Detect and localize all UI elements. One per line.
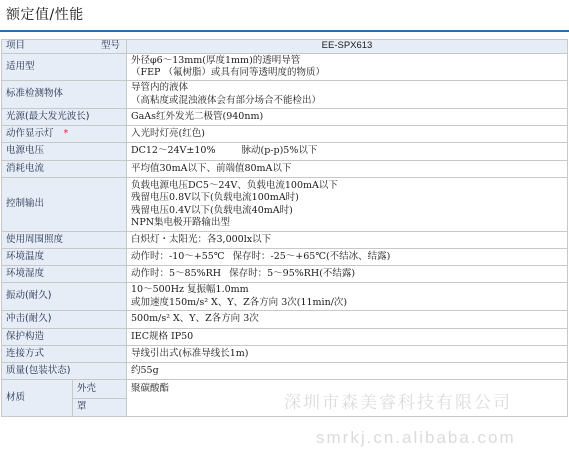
row-label: 使用周围照度 (2, 232, 127, 249)
page-title: 额定值/性能 (6, 7, 84, 23)
table-header-row (2, 40, 568, 54)
value-line: NPN集电极开路输出型 (131, 217, 231, 228)
value-part: 保存时：-25～+65℃(不结冰、结露) (232, 250, 391, 262)
table-row (2, 249, 568, 266)
value-line: 导管内的液体 (131, 82, 189, 93)
header-model: EE-SPX613 (127, 40, 568, 54)
row-label: 环境温度 (2, 249, 127, 266)
row-value: GaAs红外发光二极管(940nm) (127, 109, 568, 126)
row-label: 连接方式 (2, 346, 127, 363)
row-value: 导线引出式(标准导线长1m) (127, 346, 568, 363)
row-value: IEC规格 IP50 (127, 329, 568, 346)
material-sub-housing: 外壳 (73, 380, 126, 399)
row-value (127, 54, 568, 81)
table-row (2, 266, 568, 283)
row-label: 保护构造 (2, 329, 127, 346)
row-value (127, 249, 568, 266)
value-line: 负载电源电压DC5～24V、负载电流100mA以下 (131, 179, 338, 191)
value-part: DC12～24V±10% (131, 145, 216, 157)
row-value: 500m/s² X、Y、Z各方向 3次 (127, 311, 568, 329)
note-star-icon: * (63, 127, 69, 139)
value-line: 残留电压0.8V以下(负载电流100mA时) (131, 192, 299, 203)
table-row (2, 178, 568, 232)
row-value (127, 178, 568, 232)
row-label-text: 动作显示灯 (6, 127, 54, 139)
material-label: 材质 (2, 380, 73, 416)
watermark-company: 深圳市森美睿科技有限公司 (284, 393, 512, 413)
value-part: 保存时：5～95%RH(不结露) (229, 267, 356, 279)
row-value (127, 143, 568, 161)
watermark-url: smrkj.cn.alibaba.com (316, 428, 516, 447)
row-value: 约55g (127, 363, 568, 380)
header-label-cell (2, 40, 127, 54)
row-label: 质量(包装状态) (2, 363, 127, 380)
value-part: 动作时：5～85%RH (131, 267, 222, 279)
row-label: 适用型 (2, 54, 127, 81)
row-label: 振动(耐久) (2, 283, 127, 311)
value-part: 脉动(p-p)5%以下 (241, 145, 318, 157)
table-row (2, 311, 568, 329)
table-row (2, 363, 568, 380)
table-row (2, 232, 568, 249)
material-value: 聚碳酸酯 (127, 380, 568, 417)
row-value (127, 283, 568, 311)
table-row (2, 54, 568, 81)
table-row (2, 283, 568, 311)
row-value: 白炽灯・太阳光：各3,000lx以下 (127, 232, 568, 249)
spec-table (1, 39, 568, 417)
row-label: 光源(最大发光波长) (2, 109, 127, 126)
row-label: 环境湿度 (2, 266, 127, 283)
table-row (2, 346, 568, 363)
header-model-label: 型号 (100, 40, 120, 52)
row-label: 电源电压 (2, 143, 127, 161)
title-rule (0, 30, 569, 32)
value-line: （FEP （氟树脂）或具有同等透明度的物质） (131, 67, 325, 78)
value-line: 或加速度150m/s² X、Y、Z各方向 3次(11min/次) (131, 296, 348, 308)
table-row-material (2, 380, 568, 417)
table-row (2, 126, 568, 143)
row-value: 入光时灯亮(红色) (127, 126, 568, 143)
row-label: 消耗电流 (2, 161, 127, 178)
row-label: 冲击(耐久) (2, 311, 127, 329)
row-value (127, 266, 568, 283)
row-label (2, 126, 127, 143)
table-row (2, 109, 568, 126)
value-line: 外径φ6～13mm(厚度1mm)的透明导管 (131, 54, 301, 66)
row-value (127, 81, 568, 109)
material-sub-cover: 罩 (77, 401, 87, 412)
material-label-cell (2, 380, 127, 417)
table-row (2, 161, 568, 178)
value-line: 残留电压0.4V以下(负载电流40mA时) (131, 204, 293, 216)
row-label: 控制输出 (2, 178, 127, 232)
value-line: 10～500Hz 复振幅1.0mm (131, 284, 249, 295)
table-row (2, 81, 568, 109)
value-line: （高粘度或混浊液体会有部分场合不能检出） (131, 94, 322, 106)
table-row (2, 329, 568, 346)
table-row (2, 143, 568, 161)
header-item: 项目 (6, 40, 26, 52)
value-part: 动作时：-10～+55℃ (131, 250, 225, 262)
row-label: 标准检测物体 (2, 81, 127, 109)
row-value: 平均值30mA以下、前端值80mA以下 (127, 161, 568, 178)
